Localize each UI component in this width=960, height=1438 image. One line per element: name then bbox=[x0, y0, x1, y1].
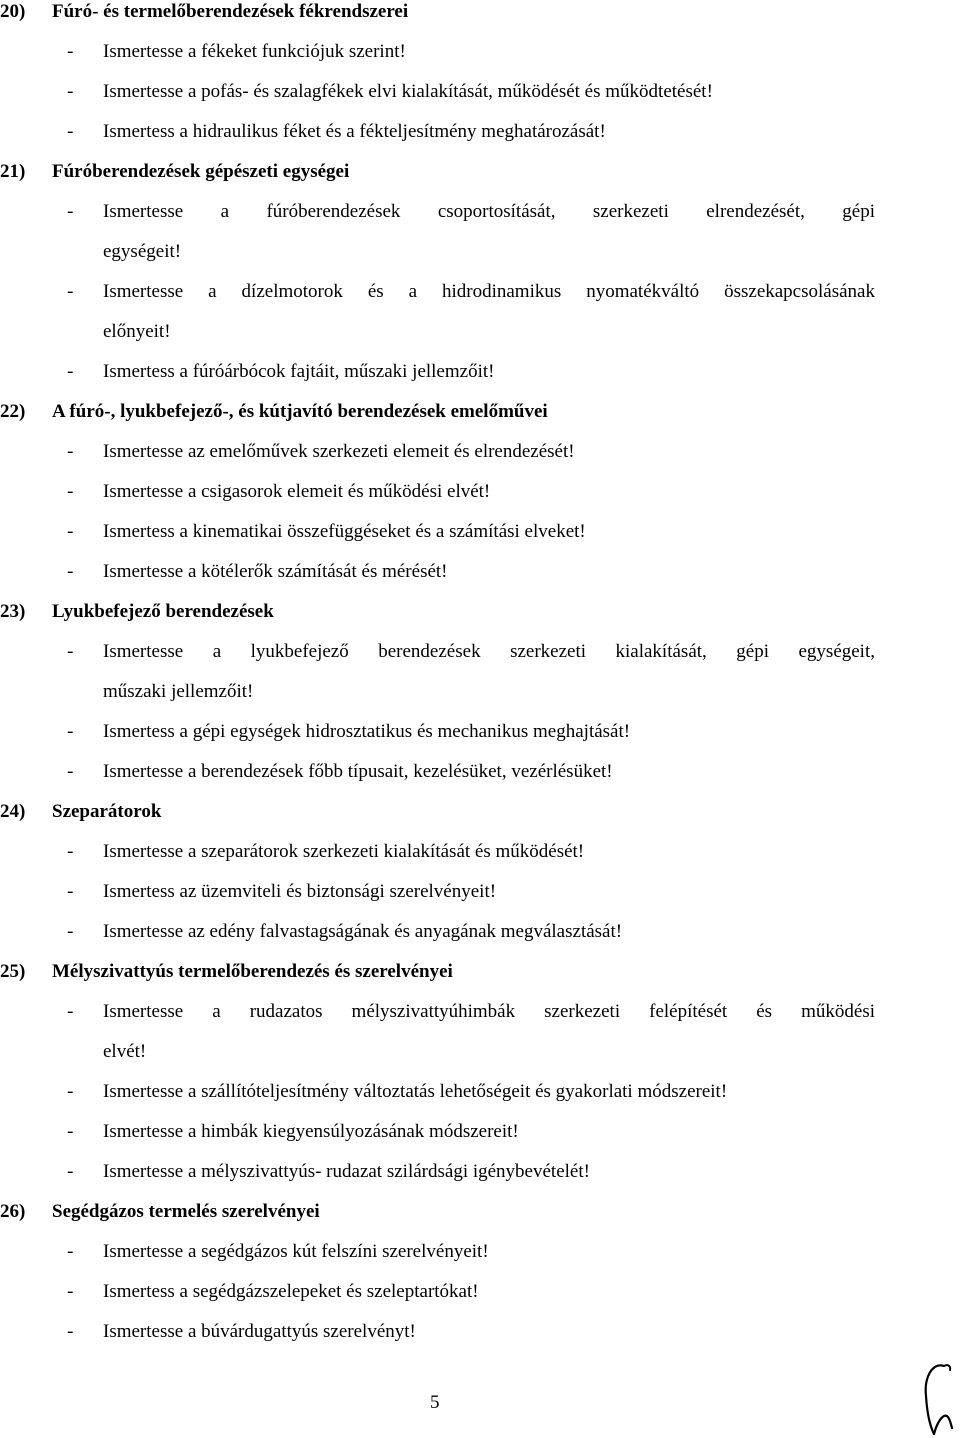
list-item bbox=[0, 1320, 960, 1344]
list-item-text: Ismertesse a szeparátorok szerkezeti kialakítását és működését! bbox=[103, 841, 585, 862]
list-item bbox=[0, 40, 960, 64]
list-dash: - bbox=[67, 481, 74, 502]
list-item-text: Ismertess a gépi egységek hidrosztatikus és mechanikus meghajtását! bbox=[103, 721, 631, 742]
list-dash: - bbox=[67, 521, 74, 542]
list-item-continuation: elvét! bbox=[103, 1041, 147, 1062]
list-item-text: Ismertesse a csigasorok elemeit és működési elvét! bbox=[103, 481, 491, 502]
list-dash: - bbox=[67, 1081, 74, 1102]
section-number: 23) bbox=[0, 601, 26, 622]
list-item-text: Ismertess a fúróárbócok fajtáit, műszaki jellemzőit! bbox=[103, 361, 495, 382]
section-heading bbox=[0, 960, 960, 984]
list-item-continuation: előnyeit! bbox=[103, 321, 171, 342]
section-title: Szeparátorok bbox=[52, 801, 162, 822]
list-item bbox=[0, 1280, 960, 1304]
list-dash: - bbox=[67, 561, 74, 582]
list-dash: - bbox=[67, 1321, 74, 1342]
list-item bbox=[0, 320, 960, 344]
list-item bbox=[0, 560, 960, 584]
list-item-text: Ismertess a kinematikai összefüggéseket és a számítási elveket! bbox=[103, 521, 586, 542]
list-item-text: Ismertesse a dízelmotorok és a hidrodinamikus nyomatékváltó összekapcsolásának bbox=[103, 281, 875, 302]
list-dash: - bbox=[67, 1121, 74, 1142]
list-dash: - bbox=[67, 121, 74, 142]
list-item bbox=[0, 200, 960, 224]
list-item-text: Ismertesse a fékeket funkciójuk szerint! bbox=[103, 41, 406, 62]
section-title: Fúróberendezések gépészeti egységei bbox=[52, 161, 350, 182]
section-number: 22) bbox=[0, 401, 26, 422]
list-item bbox=[0, 280, 960, 304]
section-heading bbox=[0, 400, 960, 424]
list-item bbox=[0, 680, 960, 704]
list-item-text: Ismertesse a rudazatos mélyszivattyúhimbák szerkezeti felépítését és működési bbox=[103, 1001, 875, 1022]
list-item-text: Ismertess az üzemviteli és biztonsági szerelvényeit! bbox=[103, 881, 497, 902]
handwritten-signature-icon bbox=[918, 1356, 960, 1438]
list-dash: - bbox=[67, 721, 74, 742]
list-dash: - bbox=[67, 641, 74, 662]
section-title: Fúró- és termelőberendezések fékrendszerei bbox=[52, 1, 409, 22]
list-item bbox=[0, 120, 960, 144]
list-item bbox=[0, 1240, 960, 1264]
section-title: Segédgázos termelés szerelvényei bbox=[52, 1201, 320, 1222]
list-item-text: Ismertess a hidraulikus féket és a fékteljesítmény meghatározását! bbox=[103, 121, 606, 142]
section-heading bbox=[0, 0, 960, 24]
list-item-text: Ismertesse a fúróberendezések csoportosítását, szerkezeti elrendezését, gépi bbox=[103, 201, 875, 222]
list-item bbox=[0, 1000, 960, 1024]
list-dash: - bbox=[67, 1001, 74, 1022]
section-title: Lyukbefejező berendezések bbox=[52, 601, 274, 622]
list-item-text: Ismertesse a szállítóteljesítmény változtatás lehetőségeit és gyakorlati módszereit! bbox=[103, 1081, 728, 1102]
list-dash: - bbox=[67, 1281, 74, 1302]
section-title: A fúró-, lyukbefejező-, és kútjavító berendezések emelőművei bbox=[52, 401, 548, 422]
section-number: 26) bbox=[0, 1201, 26, 1222]
list-dash: - bbox=[67, 921, 74, 942]
list-dash: - bbox=[67, 41, 74, 62]
list-dash: - bbox=[67, 761, 74, 782]
list-item-text: Ismertesse a berendezések főbb típusait, kezelésüket, vezérlésüket! bbox=[103, 761, 613, 782]
list-dash: - bbox=[67, 1161, 74, 1182]
list-item bbox=[0, 360, 960, 384]
list-item bbox=[0, 1080, 960, 1104]
list-item bbox=[0, 1040, 960, 1064]
list-item-text: Ismertesse az emelőművek szerkezeti elemeit és elrendezését! bbox=[103, 441, 575, 462]
list-item bbox=[0, 440, 960, 464]
list-item bbox=[0, 1160, 960, 1184]
list-item bbox=[0, 760, 960, 784]
section-number: 25) bbox=[0, 961, 26, 982]
list-item bbox=[0, 1120, 960, 1144]
list-item bbox=[0, 880, 960, 904]
list-item bbox=[0, 240, 960, 264]
section-heading bbox=[0, 160, 960, 184]
list-item-text: Ismertess a segédgázszelepeket és szeleptartókat! bbox=[103, 1281, 479, 1302]
section-heading bbox=[0, 1200, 960, 1224]
list-dash: - bbox=[67, 281, 74, 302]
list-item-text: Ismertesse a himbák kiegyensúlyozásának módszereit! bbox=[103, 1121, 519, 1142]
list-item-continuation: egységeit! bbox=[103, 241, 182, 262]
list-item bbox=[0, 840, 960, 864]
section-number: 21) bbox=[0, 161, 26, 182]
page-number: 5 bbox=[430, 1392, 440, 1413]
list-item bbox=[0, 640, 960, 664]
list-item-text: Ismertesse a kötélerők számítását és mérését! bbox=[103, 561, 448, 582]
list-dash: - bbox=[67, 841, 74, 862]
section-number: 24) bbox=[0, 801, 26, 822]
list-item-text: Ismertesse a búvárdugattyús szerelvényt! bbox=[103, 1321, 416, 1342]
section-title: Mélyszivattyús termelőberendezés és szerelvényei bbox=[52, 961, 453, 982]
list-item-text: Ismertesse a lyukbefejező berendezések szerkezeti kialakítását, gépi egységeit, bbox=[103, 641, 875, 662]
section-heading bbox=[0, 600, 960, 624]
list-item bbox=[0, 720, 960, 744]
list-item bbox=[0, 920, 960, 944]
section-heading bbox=[0, 800, 960, 824]
list-dash: - bbox=[67, 881, 74, 902]
list-item bbox=[0, 520, 960, 544]
list-item-continuation: műszaki jellemzőit! bbox=[103, 681, 254, 702]
list-item-text: Ismertesse a pofás- és szalagfékek elvi kialakítását, működését és működtetését! bbox=[103, 81, 713, 102]
list-item-text: Ismertesse a mélyszivattyús- rudazat szilárdsági igénybevételét! bbox=[103, 1161, 590, 1182]
list-item bbox=[0, 480, 960, 504]
section-number: 20) bbox=[0, 1, 26, 22]
list-dash: - bbox=[67, 81, 74, 102]
list-item-text: Ismertesse a segédgázos kút felszíni szerelvényeit! bbox=[103, 1241, 489, 1262]
list-dash: - bbox=[67, 441, 74, 462]
list-dash: - bbox=[67, 1241, 74, 1262]
list-item-text: Ismertesse az edény falvastagságának és anyagának megválasztását! bbox=[103, 921, 623, 942]
list-dash: - bbox=[67, 361, 74, 382]
list-dash: - bbox=[67, 201, 74, 222]
list-item bbox=[0, 80, 960, 104]
